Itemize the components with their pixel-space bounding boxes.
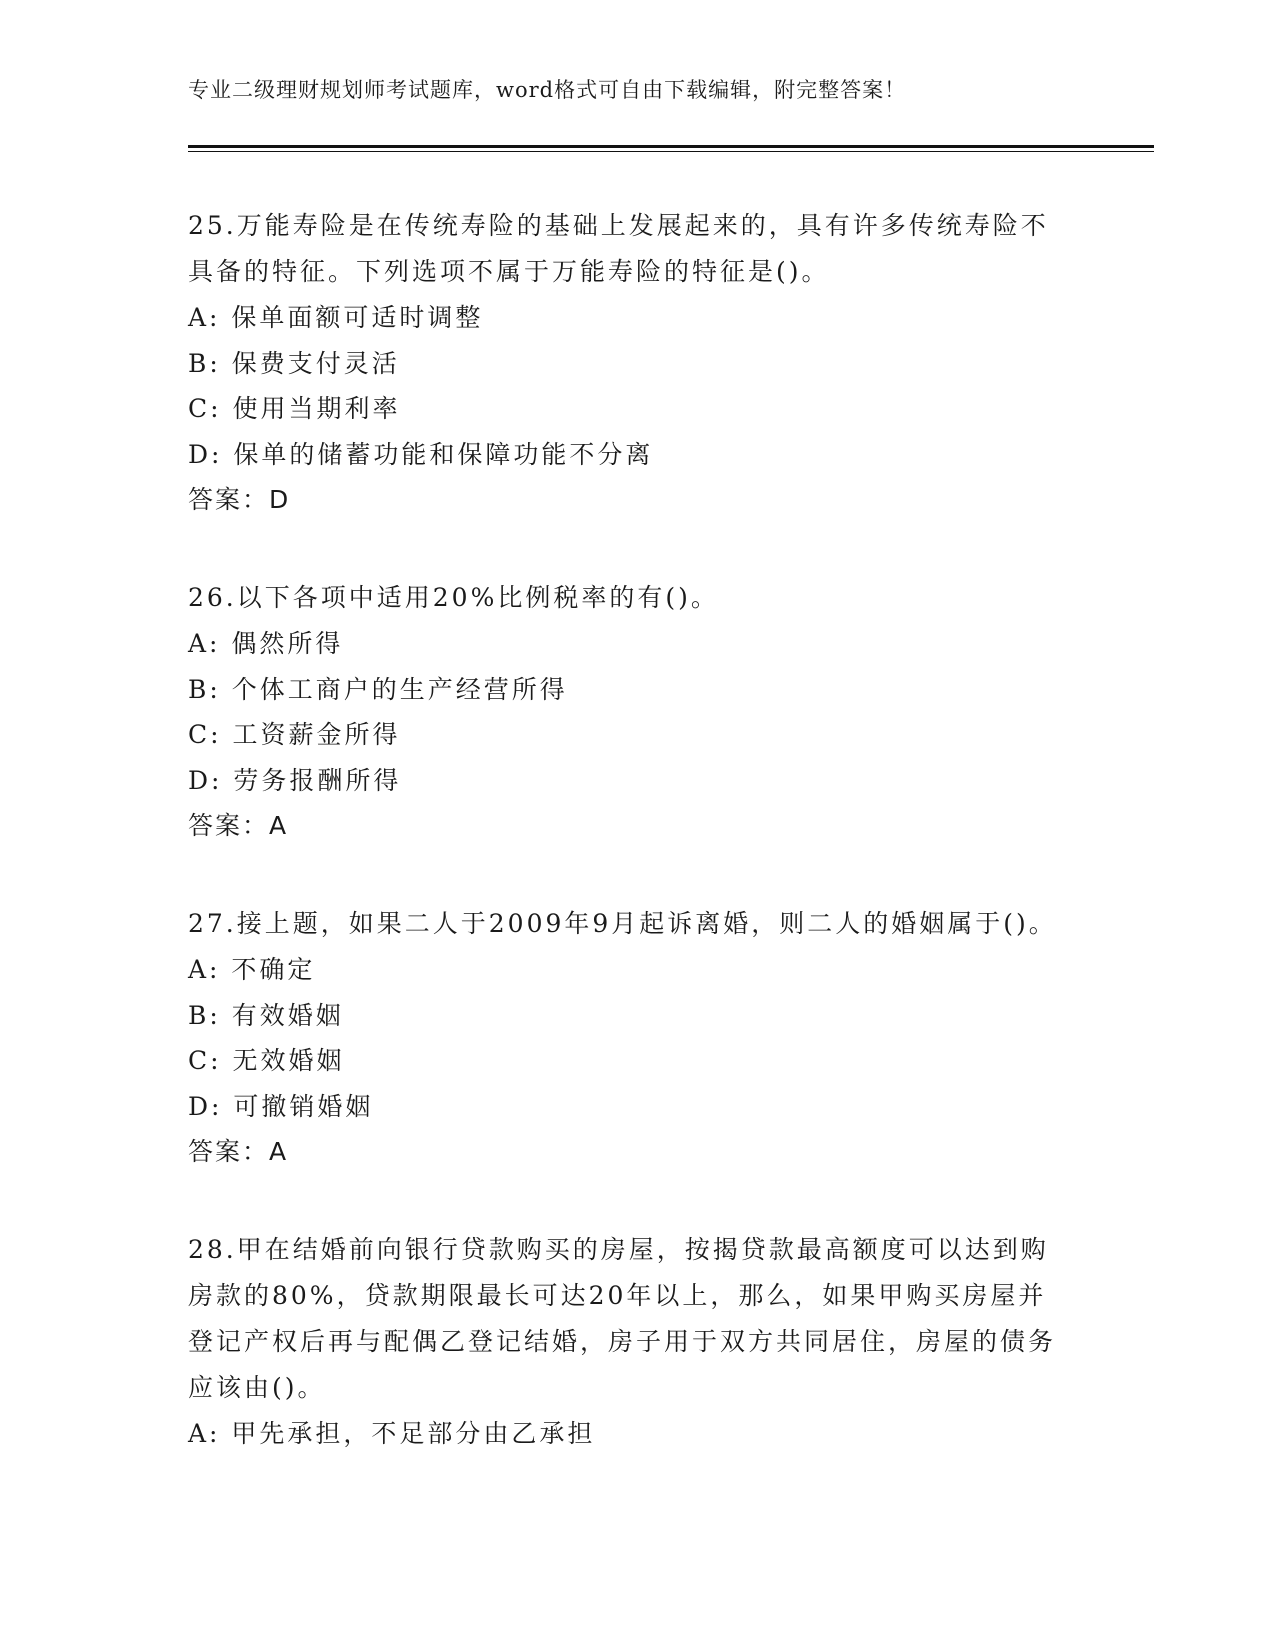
- answer: 答案：A: [188, 811, 289, 840]
- option-a: A: 偶然所得: [188, 629, 344, 658]
- question-stem: 25.万能寿险是在传统寿险的基础上发展起来的，具有许多传统寿险不具备的特征。下列选项不属于万能寿险的特征是()。: [188, 211, 1049, 286]
- question-26: [188, 575, 1068, 849]
- question-stem: 26.以下各项中适用20%比例税率的有()。: [188, 583, 719, 612]
- option-b: B: 有效婚姻: [188, 1000, 344, 1030]
- answer: 答案：D: [188, 485, 291, 514]
- page-header: 专业二级理财规划师考试题库，word格式可自由下载编辑，附完整答案！: [188, 78, 907, 102]
- option-d: D: 劳务报酬所得: [188, 765, 402, 795]
- option-c: C: 使用当期利率: [188, 394, 401, 423]
- option-a: A: 甲先承担，不足部分由乙承担: [188, 1419, 596, 1448]
- question-28: [188, 1227, 1068, 1457]
- option-c: C: 无效婚姻: [188, 1046, 345, 1075]
- option-a: A: 保单面额可适时调整: [188, 303, 484, 332]
- question-list: [188, 203, 1068, 1509]
- answer: 答案：A: [188, 1137, 289, 1166]
- question-27: [188, 901, 1068, 1175]
- header-divider-thin: [188, 151, 1154, 152]
- option-d: D: 可撤销婚姻: [188, 1091, 374, 1121]
- question-stem: 28.甲在结婚前向银行贷款购买的房屋，按揭贷款最高额度可以达到购房款的80%，贷款期限最长可达20年以上，那么，如果甲购买房屋并登记产权后再与配偶乙登记结婚，房子用于双方共同居住，房屋的债务应该由()。: [188, 1235, 1057, 1402]
- question-25: [188, 203, 1068, 523]
- option-b: B: 个体工商户的生产经营所得: [188, 674, 568, 704]
- option-d: D: 保单的储蓄功能和保障功能不分离: [188, 439, 654, 469]
- header-divider: [188, 145, 1154, 148]
- option-a: A: 不确定: [188, 955, 316, 984]
- option-c: C: 工资薪金所得: [188, 720, 401, 749]
- question-stem: 27.接上题，如果二人于2009年9月起诉离婚，则二人的婚姻属于()。: [188, 909, 1057, 938]
- option-b: B: 保费支付灵活: [188, 348, 400, 378]
